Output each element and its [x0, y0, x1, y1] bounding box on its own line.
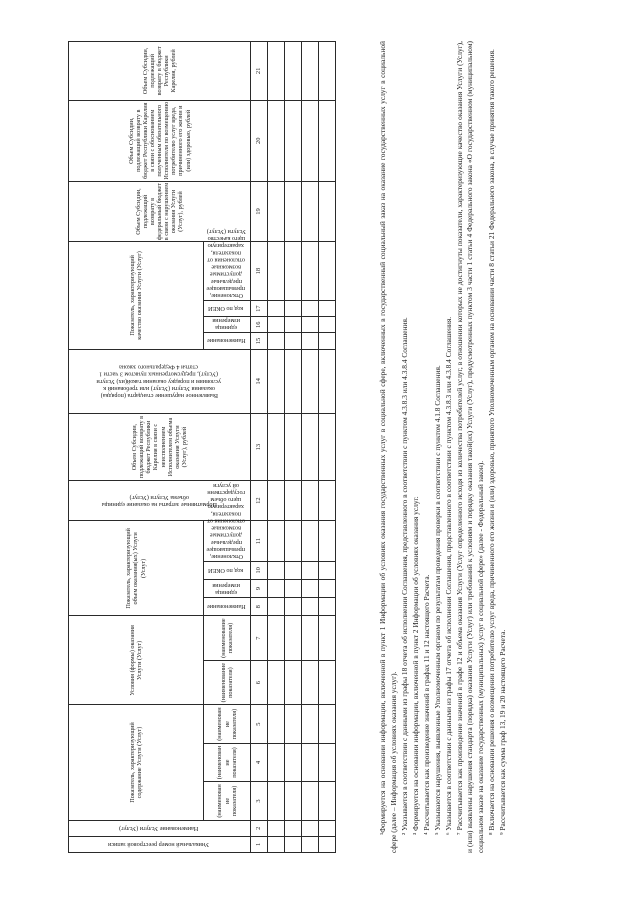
table-cell	[319, 100, 336, 181]
footnote: ² Указывается в соответствии с данными из графы 18 отчета об исполнении Соглашения, представленного в соответствии с пунктом 4.3.8.3 или 4.3.8.4 Соглашения.	[399, 317, 409, 835]
column-number-cell: 18	[251, 242, 268, 301]
header-quality-indicator: Показатель, характеризующий качество оказания Услуги (Услуг)	[69, 242, 204, 349]
table-cell	[302, 414, 319, 481]
table-cell	[268, 580, 285, 598]
table-cell	[302, 242, 319, 301]
table-cell	[268, 100, 285, 181]
table-cell	[285, 660, 302, 704]
table-cell	[319, 301, 336, 317]
header-total-return: Объем Субсидии, подлежащий возврату в бюджет Республики Карелия, рублей	[69, 42, 251, 101]
table-row	[268, 42, 285, 853]
subheader-cell: единица измерения	[204, 317, 251, 333]
table-cell	[285, 42, 302, 101]
table-cell	[285, 301, 302, 317]
subheader-cell: (наименование показателя)	[204, 660, 251, 704]
table-cell	[302, 521, 319, 561]
table-cell	[319, 820, 336, 836]
column-number-cell: 1	[251, 836, 268, 852]
table-cell	[268, 743, 285, 781]
column-number-cell: 19	[251, 181, 268, 242]
header-content-indicator: Показатель, характеризующий содержание Услуги (Услуг)	[69, 705, 204, 820]
table-cell	[319, 616, 336, 660]
table-cell	[268, 521, 285, 561]
column-number-cell: 6	[251, 660, 268, 704]
table-cell	[268, 349, 285, 414]
table-cell	[302, 181, 319, 242]
table-cell	[268, 561, 285, 579]
table-cell	[285, 333, 302, 349]
table-cell	[285, 705, 302, 743]
table-cell	[302, 836, 319, 852]
footnote: ⁴ Рассчитывается как произведение значений в графах 11 и 12 настоящего Расчета.	[421, 574, 431, 835]
subheader-cell: Отклонение, превышающее предельные допустимые возможные отклонения от показателя, характеризующего объем государственной услуги	[204, 521, 251, 561]
table-cell	[268, 333, 285, 349]
table-cell	[268, 480, 285, 520]
footnote: ⁶ Указывается в соответствии с данными из графы 17 отчета об исполнении Соглашения, представленного в соответствии с пунктом 4.3.8.3 или 4.3.8.4 Соглашения.	[443, 316, 453, 835]
table-cell	[302, 660, 319, 704]
subheader-cell: единица измерения	[204, 580, 251, 598]
table-cell	[319, 480, 336, 520]
table-cell	[268, 782, 285, 820]
table-cell	[302, 820, 319, 836]
table-cell	[285, 580, 302, 598]
table-cell	[268, 660, 285, 704]
table-cell	[285, 561, 302, 579]
table-cell	[285, 317, 302, 333]
table-cell	[285, 414, 302, 481]
table-cell	[285, 242, 302, 301]
table-header-row	[69, 42, 204, 853]
subheader-cell: (наименование показателя)	[204, 616, 251, 660]
column-number-cell: 8	[251, 598, 268, 616]
table-cell	[268, 836, 285, 852]
column-number-cell: 10	[251, 561, 268, 579]
table-cell	[302, 100, 319, 181]
table-cell	[285, 181, 302, 242]
column-number-cell: 5	[251, 705, 268, 743]
table-cell	[268, 705, 285, 743]
table-cell	[302, 705, 319, 743]
table-cell	[285, 521, 302, 561]
table-cell	[302, 333, 319, 349]
table-cell	[319, 782, 336, 820]
table-cell	[285, 598, 302, 616]
table-row	[319, 42, 336, 853]
column-number-cell: 17	[251, 301, 268, 317]
table-cell	[302, 598, 319, 616]
table-cell	[319, 317, 336, 333]
table-cell	[302, 349, 319, 414]
header-registry-number: Уникальный номер реестровой записи	[69, 836, 251, 852]
column-number-cell: 2	[251, 820, 268, 836]
header-volume-indicator: Показатель, характеризующий объем оказания(ых) Услуги (Услуг)	[69, 521, 204, 616]
calculation-table	[68, 41, 336, 853]
table-cell	[319, 42, 336, 101]
table-cell	[319, 414, 336, 481]
table-cell	[285, 616, 302, 660]
table-cell	[319, 181, 336, 242]
column-number-cell: 16	[251, 317, 268, 333]
table-cell	[319, 349, 336, 414]
table-cell	[285, 782, 302, 820]
table-cell	[302, 743, 319, 781]
table-cell	[285, 820, 302, 836]
table-cell	[268, 616, 285, 660]
table-row	[285, 42, 302, 853]
table-cell	[285, 836, 302, 852]
table-cell	[302, 480, 319, 520]
table-cell	[285, 100, 302, 181]
table-cell	[302, 580, 319, 598]
header-normative-costs: Нормативные затраты на оказание единицы объема Услуги (Услуг)	[69, 480, 251, 520]
table-cell	[268, 42, 285, 101]
column-number-cell: 15	[251, 333, 268, 349]
column-number-cell: 7	[251, 616, 268, 660]
table-cell	[319, 242, 336, 301]
table-cell	[302, 42, 319, 101]
subheader-cell: Наименование	[204, 598, 251, 616]
table-cell	[319, 705, 336, 743]
subheader-cell: код по ОКЕИ	[204, 301, 251, 317]
footnote: ⁸ Включается на основании решения о возмещении потребителю услуг вреда, причиненного его жизни и (или) здоровью, принятого Уполномоченным органом на основании части 8 статьи 21 Федерального закона, в случае принятия такого решения.	[486, 49, 496, 835]
table-cell	[302, 616, 319, 660]
header-harm-return: Объем Субсидии, подлежащий возврату в бюджет Республики Карелия в связи с обоснованием полученным обязательного Исполнителя по возмещению потребителю услуг вреда, причиненного его жизни и (или) здоровью, рублей	[69, 100, 251, 181]
table-cell	[268, 317, 285, 333]
table-cell	[268, 181, 285, 242]
header-service-name: Наименование Услуги (Услуг)	[69, 820, 251, 836]
column-number-cell: 13	[251, 414, 268, 481]
header-conditions: Условия (формы) оказания Услуги (Услуг)	[69, 616, 204, 705]
table-cell	[319, 836, 336, 852]
column-number-cell: 11	[251, 521, 268, 561]
subheader-cell: код по ОКЕИ	[204, 561, 251, 579]
footnotes	[378, 41, 509, 853]
subheader-cell: Наименование	[204, 333, 251, 349]
footnote: ¹Формируется на основании информации, включенной в пункт 1 Информации об условиях оказания государственных услуг в социальной сфере, включенных в государственный социальный заказ на оказание государственных услуг в социальной сфере (далее – Информация об условиях оказания услуг).	[378, 41, 398, 853]
table-cell	[285, 743, 302, 781]
table-row	[302, 42, 319, 853]
table-cell	[302, 561, 319, 579]
table-cell	[268, 598, 285, 616]
table-cell	[319, 333, 336, 349]
column-number-cell: 3	[251, 782, 268, 820]
header-subsidy-return-volume: Объем Субсидии, подлежащий возврату в бюджет Республики Карелия в связи с неисполнением Исполнителем объема оказания Услуги (Услуг), рублей	[69, 414, 251, 481]
table-cell	[319, 561, 336, 579]
table-cell	[268, 414, 285, 481]
column-number-cell: 20	[251, 100, 268, 181]
column-number-cell: 9	[251, 580, 268, 598]
column-number-cell: 4	[251, 743, 268, 781]
subheader-cell: (наименование показателя)	[204, 782, 251, 820]
footnote: ⁹ Рассчитывается как сумма граф 13, 19 и 20 настоящего Расчета.	[497, 629, 507, 835]
subheader-cell: Отклонение, превышающее предельные допустимые возможные отклонения от показателя, характеризующего качество Услуги (Услуг)	[204, 242, 251, 301]
subheader-cell: (наименование показателя)	[204, 705, 251, 743]
table-cell	[268, 242, 285, 301]
table-cell	[302, 782, 319, 820]
column-number-row	[251, 42, 268, 853]
footnote: ⁷ Рассчитывается как произведение значений в графе 12 и объема оказания Услуги (Услуг определенного исходя из количества потребителей услуг, в отношении которых не достигнуты показатели, характеризующие качество оказания Услуги (Услуг), и (или) выявлены нарушения стандарта (порядка) оказания Услуги (Услуг) или требований к условиям и порядку оказания такой(их) Услуги (Услуг), предусмотренных пунктом 3 части 1 статьи 4 Федерального закона «О государственном (муниципальном) социальном заказе на оказание государственных (муниципальных) услуг в социальной сфере» (далее - Федеральный закон).	[454, 41, 485, 853]
table-cell	[268, 820, 285, 836]
table-cell	[319, 660, 336, 704]
column-number-cell: 12	[251, 480, 268, 520]
column-number-cell: 21	[251, 42, 268, 101]
column-number-cell: 14	[251, 349, 268, 414]
table-cell	[285, 349, 302, 414]
table-cell	[319, 580, 336, 598]
header-federal-return: Объем Субсидии, подлежащий возврату в федеральный бюджет в связи с нарушением оказания Услуги (Услуг), рублей	[69, 181, 251, 242]
subheader-cell: (наименование показателя)	[204, 743, 251, 781]
table-cell	[302, 301, 319, 317]
table-cell	[319, 521, 336, 561]
header-violation: Выявленное нарушение стандарта (порядка) оказания Услуги (Услуг) или требований к условиям и порядку оказания такой(их) Услуги (Услуг), предусмотренных пунктом 3 части 1 статьи 4 Федерального закона	[69, 349, 251, 414]
footnote: ⁵ Указываются нарушения, выявленные Уполномоченным органом по результатам проведения проверки в соответствии с пунктом 4.1.8 Соглашения.	[432, 365, 442, 835]
table-cell	[319, 743, 336, 781]
table-cell	[285, 480, 302, 520]
table-cell	[302, 317, 319, 333]
table-cell	[319, 598, 336, 616]
table-cell	[268, 301, 285, 317]
footnote: ³ Формируется на основании информации, включенной в пункт 2 Информации об условиях оказания услуг.	[410, 496, 420, 835]
